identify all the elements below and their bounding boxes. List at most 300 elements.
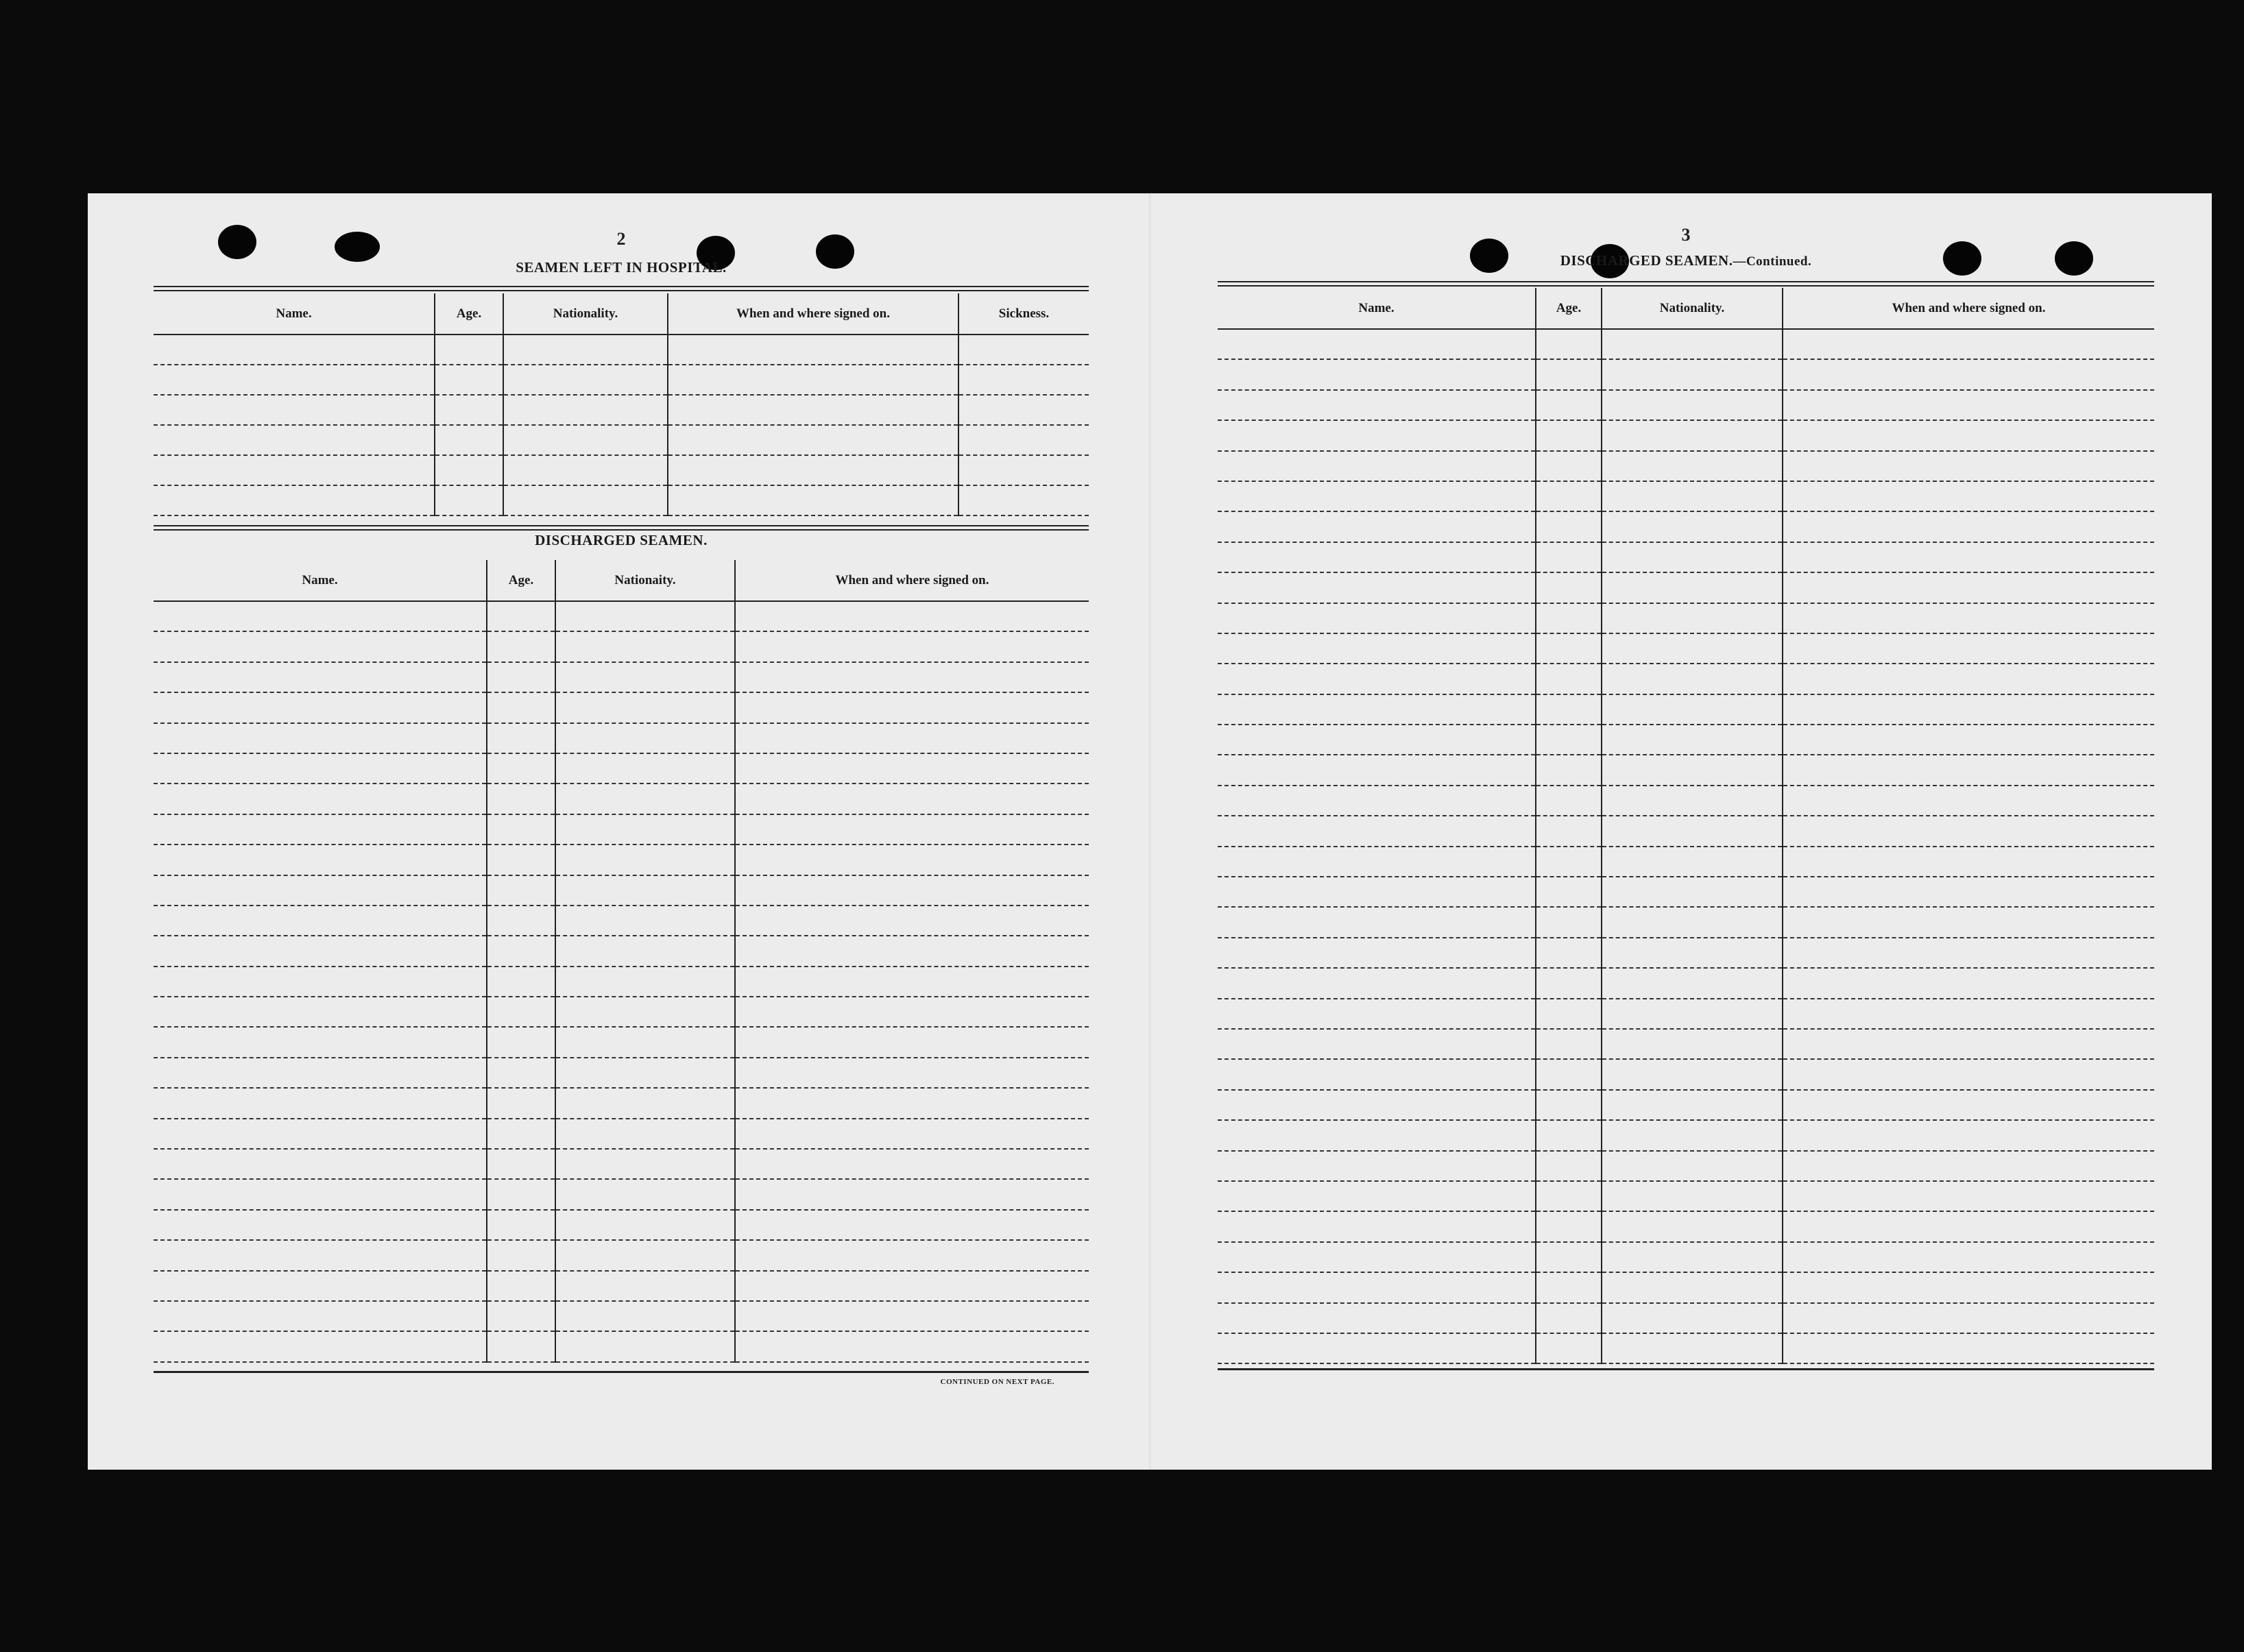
entry-cell[interactable] — [1783, 420, 2154, 450]
entry-cell[interactable] — [555, 1271, 735, 1301]
entry-cell[interactable] — [1602, 664, 1783, 694]
form-row — [154, 784, 1089, 814]
entry-cell[interactable] — [1602, 847, 1783, 877]
entry-cell[interactable] — [1218, 1333, 1536, 1363]
entry-cell[interactable] — [1602, 1151, 1783, 1181]
entry-cell[interactable] — [1536, 1090, 1602, 1120]
entry-cell[interactable] — [487, 1027, 555, 1057]
entry-cell[interactable] — [1602, 1333, 1783, 1363]
entry-cell[interactable] — [555, 1088, 735, 1118]
entry-cell[interactable] — [1218, 694, 1536, 725]
form-row — [1218, 1211, 2154, 1241]
entry-cell[interactable] — [958, 365, 1089, 395]
entry-cell[interactable] — [1602, 511, 1783, 542]
entry-cell[interactable] — [1218, 664, 1536, 694]
entry-cell[interactable] — [1218, 1242, 1536, 1272]
entry-cell[interactable] — [1602, 1120, 1783, 1150]
entry-cell[interactable] — [154, 335, 435, 365]
entry-cell[interactable] — [487, 814, 555, 845]
entry-cell[interactable] — [1602, 329, 1783, 359]
entry-cell[interactable] — [154, 365, 435, 395]
entry-cell[interactable] — [1602, 725, 1783, 755]
entry-cell[interactable] — [555, 723, 735, 753]
entry-cell[interactable] — [555, 967, 735, 997]
entry-cell[interactable] — [1536, 542, 1602, 572]
entry-cell[interactable] — [735, 723, 1089, 753]
entry-cell[interactable] — [555, 1119, 735, 1149]
entry-cell[interactable] — [668, 365, 958, 395]
entry-cell[interactable] — [1218, 633, 1536, 664]
entry-cell[interactable] — [154, 814, 487, 845]
entry-cell[interactable] — [1536, 420, 1602, 450]
entry-cell[interactable] — [1602, 938, 1783, 968]
entry-cell[interactable] — [1602, 451, 1783, 481]
entry-cell[interactable] — [1218, 1151, 1536, 1181]
entry-cell[interactable] — [487, 1179, 555, 1209]
entry-cell[interactable] — [154, 936, 487, 966]
entry-cell[interactable] — [154, 692, 487, 722]
entry-cell[interactable] — [1783, 1151, 2154, 1181]
bottom-rule — [154, 1371, 1089, 1373]
entry-cell[interactable] — [487, 1149, 555, 1179]
entry-cell[interactable] — [735, 1301, 1089, 1331]
form-row — [1218, 877, 2154, 907]
entry-cell[interactable] — [1602, 816, 1783, 846]
entry-cell[interactable] — [555, 845, 735, 875]
entry-cell[interactable] — [154, 1331, 487, 1361]
entry-cell[interactable] — [958, 335, 1089, 365]
entry-cell[interactable] — [555, 1179, 735, 1209]
entry-cell[interactable] — [1783, 694, 2154, 725]
entry-cell[interactable] — [487, 692, 555, 722]
form-row — [154, 1119, 1089, 1149]
entry-cell[interactable] — [555, 1210, 735, 1240]
entry-cell[interactable] — [435, 485, 503, 515]
entry-cell[interactable] — [487, 967, 555, 997]
entry-cell[interactable] — [958, 485, 1089, 515]
entry-cell[interactable] — [735, 845, 1089, 875]
entry-cell[interactable] — [1602, 390, 1783, 420]
entry-cell[interactable] — [503, 425, 668, 455]
entry-cell[interactable] — [1536, 847, 1602, 877]
entry-cell[interactable] — [1783, 999, 2154, 1029]
entry-cell[interactable] — [1218, 390, 1536, 420]
entry-cell[interactable] — [154, 875, 487, 906]
entry-cell[interactable] — [487, 1331, 555, 1361]
entry-cell[interactable] — [1536, 572, 1602, 603]
entry-cell[interactable] — [1536, 603, 1602, 633]
form-row — [154, 814, 1089, 845]
entry-cell[interactable] — [487, 601, 555, 631]
entry-cell[interactable] — [1536, 390, 1602, 420]
entry-cell[interactable] — [668, 425, 958, 455]
entry-cell[interactable] — [1536, 1151, 1602, 1181]
entry-cell[interactable] — [1783, 786, 2154, 816]
entry-cell[interactable] — [555, 1058, 735, 1088]
entry-cell[interactable] — [735, 662, 1089, 692]
entry-cell[interactable] — [735, 1088, 1089, 1118]
entry-cell[interactable] — [735, 1240, 1089, 1270]
entry-cell[interactable] — [1602, 542, 1783, 572]
entry-cell[interactable] — [1602, 1303, 1783, 1333]
entry-cell[interactable] — [154, 967, 487, 997]
entry-cell[interactable] — [1218, 847, 1536, 877]
entry-cell[interactable] — [487, 1210, 555, 1240]
entry-cell[interactable] — [154, 753, 487, 784]
entry-cell[interactable] — [503, 365, 668, 395]
entry-cell[interactable] — [1783, 451, 2154, 481]
form-row — [1218, 1242, 2154, 1272]
entry-cell[interactable] — [735, 1149, 1089, 1179]
entry-cell[interactable] — [1783, 1272, 2154, 1302]
entry-cell[interactable] — [1602, 786, 1783, 816]
entry-cell[interactable] — [958, 455, 1089, 485]
entry-cell[interactable] — [1783, 359, 2154, 389]
entry-cell[interactable] — [1536, 938, 1602, 968]
entry-cell[interactable] — [154, 1301, 487, 1331]
entry-cell[interactable] — [1536, 877, 1602, 907]
entry-cell[interactable] — [555, 753, 735, 784]
entry-cell[interactable] — [435, 425, 503, 455]
entry-cell[interactable] — [958, 395, 1089, 425]
entry-cell[interactable] — [735, 1058, 1089, 1088]
entry-cell[interactable] — [154, 845, 487, 875]
entry-cell[interactable] — [555, 662, 735, 692]
entry-cell[interactable] — [1536, 1333, 1602, 1363]
entry-cell[interactable] — [555, 1027, 735, 1057]
entry-cell[interactable] — [1783, 1059, 2154, 1089]
entry-cell[interactable] — [1536, 907, 1602, 937]
entry-cell[interactable] — [1536, 1242, 1602, 1272]
entry-cell[interactable] — [1218, 1211, 1536, 1241]
entry-cell[interactable] — [487, 1240, 555, 1270]
entry-cell[interactable] — [435, 335, 503, 365]
form-row — [154, 1210, 1089, 1240]
entry-cell[interactable] — [487, 1119, 555, 1149]
entry-cell[interactable] — [1218, 1272, 1536, 1302]
entry-cell[interactable] — [154, 1179, 487, 1209]
entry-cell[interactable] — [1783, 755, 2154, 785]
entry-cell[interactable] — [735, 601, 1089, 631]
entry-cell[interactable] — [1602, 755, 1783, 785]
entry-cell[interactable] — [1602, 1272, 1783, 1302]
continued-section-title — [1218, 252, 2154, 269]
entry-cell[interactable] — [1218, 1120, 1536, 1150]
entry-cell[interactable] — [1218, 481, 1536, 511]
entry-cell[interactable] — [555, 906, 735, 936]
entry-cell[interactable] — [154, 784, 487, 814]
entry-cell[interactable] — [1783, 968, 2154, 998]
column-header: Name. — [1218, 288, 1536, 329]
entry-cell[interactable] — [1783, 664, 2154, 694]
entry-cell[interactable] — [1218, 420, 1536, 450]
entry-cell[interactable] — [154, 723, 487, 753]
entry-cell[interactable] — [1218, 603, 1536, 633]
entry-cell[interactable] — [1218, 816, 1536, 846]
entry-cell[interactable] — [154, 1240, 487, 1270]
entry-cell[interactable] — [1783, 1181, 2154, 1211]
entry-cell[interactable] — [1218, 1090, 1536, 1120]
entry-cell[interactable] — [555, 601, 735, 631]
entry-cell[interactable] — [735, 1027, 1089, 1057]
entry-cell[interactable] — [1536, 1211, 1602, 1241]
entry-cell[interactable] — [1536, 451, 1602, 481]
entry-cell[interactable] — [1218, 877, 1536, 907]
entry-cell[interactable] — [1536, 359, 1602, 389]
entry-cell[interactable] — [154, 997, 487, 1027]
entry-cell[interactable] — [735, 692, 1089, 722]
entry-cell[interactable] — [1783, 329, 2154, 359]
entry-cell[interactable] — [1783, 1303, 2154, 1333]
entry-cell[interactable] — [1602, 481, 1783, 511]
entry-cell[interactable] — [1536, 511, 1602, 542]
entry-cell[interactable] — [1218, 511, 1536, 542]
continued-note: CONTINUED ON NEXT PAGE. — [940, 1378, 1054, 1386]
form-row — [154, 1058, 1089, 1088]
entry-cell[interactable] — [1783, 1333, 2154, 1363]
entry-cell[interactable] — [1602, 1090, 1783, 1120]
entry-cell[interactable] — [1602, 968, 1783, 998]
entry-cell[interactable] — [1602, 877, 1783, 907]
entry-cell[interactable] — [487, 1271, 555, 1301]
entry-cell[interactable] — [1783, 603, 2154, 633]
entry-cell[interactable] — [487, 723, 555, 753]
entry-cell[interactable] — [1783, 1120, 2154, 1150]
entry-cell[interactable] — [668, 395, 958, 425]
entry-cell[interactable] — [1218, 1303, 1536, 1333]
entry-cell[interactable] — [555, 875, 735, 906]
entry-cell[interactable] — [735, 631, 1089, 661]
entry-cell[interactable] — [487, 997, 555, 1027]
entry-cell[interactable] — [668, 335, 958, 365]
entry-cell[interactable] — [1783, 1029, 2154, 1059]
entry-cell[interactable] — [1783, 481, 2154, 511]
entry-cell[interactable] — [154, 1119, 487, 1149]
entry-cell[interactable] — [555, 1240, 735, 1270]
entry-cell[interactable] — [1536, 633, 1602, 664]
entry-cell[interactable] — [1536, 329, 1602, 359]
entry-cell[interactable] — [735, 814, 1089, 845]
entry-cell[interactable] — [1218, 329, 1536, 359]
entry-cell[interactable] — [1218, 451, 1536, 481]
entry-cell[interactable] — [1536, 816, 1602, 846]
entry-cell[interactable] — [1783, 907, 2154, 937]
entry-cell[interactable] — [1536, 694, 1602, 725]
entry-cell[interactable] — [735, 906, 1089, 936]
entry-cell[interactable] — [154, 662, 487, 692]
entry-cell[interactable] — [1602, 907, 1783, 937]
form-row — [1218, 1272, 2154, 1302]
entry-cell[interactable] — [1536, 1029, 1602, 1059]
entry-cell[interactable] — [487, 662, 555, 692]
entry-cell[interactable] — [154, 601, 487, 631]
entry-cell[interactable] — [487, 631, 555, 661]
entry-cell[interactable] — [1783, 572, 2154, 603]
entry-cell[interactable] — [1218, 968, 1536, 998]
entry-cell[interactable] — [487, 845, 555, 875]
column-header: When and where signed on. — [668, 293, 958, 335]
entry-cell[interactable] — [735, 1331, 1089, 1361]
entry-cell[interactable] — [555, 631, 735, 661]
form-row — [154, 692, 1089, 722]
entry-cell[interactable] — [1218, 999, 1536, 1029]
form-row — [154, 723, 1089, 753]
entry-cell[interactable] — [1218, 542, 1536, 572]
entry-cell[interactable] — [1602, 999, 1783, 1029]
entry-cell[interactable] — [555, 1301, 735, 1331]
entry-cell[interactable] — [555, 814, 735, 845]
entry-cell[interactable] — [154, 1027, 487, 1057]
entry-cell[interactable] — [735, 875, 1089, 906]
entry-cell[interactable] — [1602, 1059, 1783, 1089]
entry-cell[interactable] — [154, 1149, 487, 1179]
left-page — [154, 193, 1089, 1470]
entry-cell[interactable] — [1783, 1242, 2154, 1272]
entry-cell[interactable] — [555, 1149, 735, 1179]
entry-cell[interactable] — [958, 425, 1089, 455]
form-row — [1218, 938, 2154, 968]
entry-cell[interactable] — [1536, 786, 1602, 816]
entry-cell[interactable] — [487, 753, 555, 784]
entry-cell[interactable] — [668, 455, 958, 485]
entry-cell[interactable] — [735, 1179, 1089, 1209]
entry-cell[interactable] — [735, 753, 1089, 784]
entry-cell[interactable] — [668, 485, 958, 515]
entry-cell[interactable] — [1536, 664, 1602, 694]
entry-cell[interactable] — [735, 784, 1089, 814]
entry-cell[interactable] — [1536, 755, 1602, 785]
form-row — [154, 485, 1089, 515]
entry-cell[interactable] — [1218, 725, 1536, 755]
entry-cell[interactable] — [1783, 725, 2154, 755]
entry-cell[interactable] — [154, 906, 487, 936]
entry-cell[interactable] — [735, 1119, 1089, 1149]
entry-cell[interactable] — [1218, 359, 1536, 389]
entry-cell[interactable] — [1602, 1181, 1783, 1211]
entry-cell[interactable] — [503, 335, 668, 365]
entry-cell[interactable] — [154, 1210, 487, 1240]
entry-cell[interactable] — [1602, 572, 1783, 603]
entry-cell[interactable] — [1783, 938, 2154, 968]
entry-cell[interactable] — [1218, 572, 1536, 603]
entry-cell[interactable] — [154, 1088, 487, 1118]
entry-cell[interactable] — [1218, 755, 1536, 785]
entry-cell[interactable] — [503, 485, 668, 515]
form-row — [154, 1027, 1089, 1057]
entry-cell[interactable] — [1602, 1242, 1783, 1272]
form-row — [1218, 1303, 2154, 1333]
entry-cell[interactable] — [503, 395, 668, 425]
column-header: Name. — [154, 293, 435, 335]
entry-cell[interactable] — [154, 1271, 487, 1301]
entry-cell[interactable] — [1218, 1181, 1536, 1211]
entry-cell[interactable] — [1536, 1181, 1602, 1211]
form-row — [154, 997, 1089, 1027]
form-row — [1218, 816, 2154, 846]
entry-cell[interactable] — [1783, 816, 2154, 846]
entry-cell[interactable] — [1783, 1211, 2154, 1241]
entry-cell[interactable] — [735, 1210, 1089, 1240]
entry-cell[interactable] — [154, 455, 435, 485]
entry-cell[interactable] — [1602, 633, 1783, 664]
entry-cell[interactable] — [1218, 1059, 1536, 1089]
entry-cell[interactable] — [1783, 1090, 2154, 1120]
entry-cell[interactable] — [487, 1058, 555, 1088]
entry-cell[interactable] — [1218, 938, 1536, 968]
form-row — [1218, 390, 2154, 420]
form-row — [154, 662, 1089, 692]
entry-cell[interactable] — [555, 784, 735, 814]
entry-cell[interactable] — [1536, 999, 1602, 1029]
section-title-suffix: —Continued. — [1733, 254, 1812, 269]
entry-cell[interactable] — [735, 997, 1089, 1027]
form-row — [1218, 694, 2154, 725]
entry-cell[interactable] — [555, 1331, 735, 1361]
entry-cell[interactable] — [487, 936, 555, 966]
form-row — [1218, 1090, 2154, 1120]
entry-cell[interactable] — [487, 1301, 555, 1331]
entry-cell[interactable] — [1602, 420, 1783, 450]
right-page — [1218, 193, 2154, 1470]
entry-cell[interactable] — [735, 1271, 1089, 1301]
entry-cell[interactable] — [735, 967, 1089, 997]
entry-cell[interactable] — [1536, 1120, 1602, 1150]
double-rule — [154, 286, 1089, 291]
entry-cell[interactable] — [1602, 359, 1783, 389]
entry-cell[interactable] — [1536, 481, 1602, 511]
entry-cell[interactable] — [154, 631, 487, 661]
entry-cell[interactable] — [1602, 1029, 1783, 1059]
entry-cell[interactable] — [1602, 1211, 1783, 1241]
entry-cell[interactable] — [487, 784, 555, 814]
entry-cell[interactable] — [435, 365, 503, 395]
entry-cell[interactable] — [1783, 847, 2154, 877]
entry-cell[interactable] — [1536, 1272, 1602, 1302]
form-row — [1218, 451, 2154, 481]
entry-cell[interactable] — [1783, 877, 2154, 907]
entry-cell[interactable] — [1218, 1029, 1536, 1059]
entry-cell[interactable] — [555, 936, 735, 966]
entry-cell[interactable] — [1536, 725, 1602, 755]
entry-cell[interactable] — [1218, 907, 1536, 937]
entry-cell[interactable] — [1602, 694, 1783, 725]
entry-cell[interactable] — [1783, 542, 2154, 572]
entry-cell[interactable] — [1783, 633, 2154, 664]
entry-cell[interactable] — [154, 1058, 487, 1088]
entry-cell[interactable] — [487, 1088, 555, 1118]
entry-cell[interactable] — [1218, 786, 1536, 816]
entry-cell[interactable] — [1536, 1303, 1602, 1333]
entry-cell[interactable] — [154, 425, 435, 455]
entry-cell[interactable] — [435, 395, 503, 425]
entry-cell[interactable] — [735, 936, 1089, 966]
entry-cell[interactable] — [487, 906, 555, 936]
entry-cell[interactable] — [154, 395, 435, 425]
form-row — [1218, 481, 2154, 511]
entry-cell[interactable] — [487, 875, 555, 906]
entry-cell[interactable] — [503, 455, 668, 485]
entry-cell[interactable] — [154, 485, 435, 515]
entry-cell[interactable] — [555, 997, 735, 1027]
entry-cell[interactable] — [1536, 968, 1602, 998]
entry-cell[interactable] — [1783, 511, 2154, 542]
entry-cell[interactable] — [1783, 390, 2154, 420]
entry-cell[interactable] — [1536, 1059, 1602, 1089]
entry-cell[interactable] — [435, 455, 503, 485]
entry-cell[interactable] — [555, 692, 735, 722]
entry-cell[interactable] — [1602, 603, 1783, 633]
form-row — [154, 365, 1089, 395]
